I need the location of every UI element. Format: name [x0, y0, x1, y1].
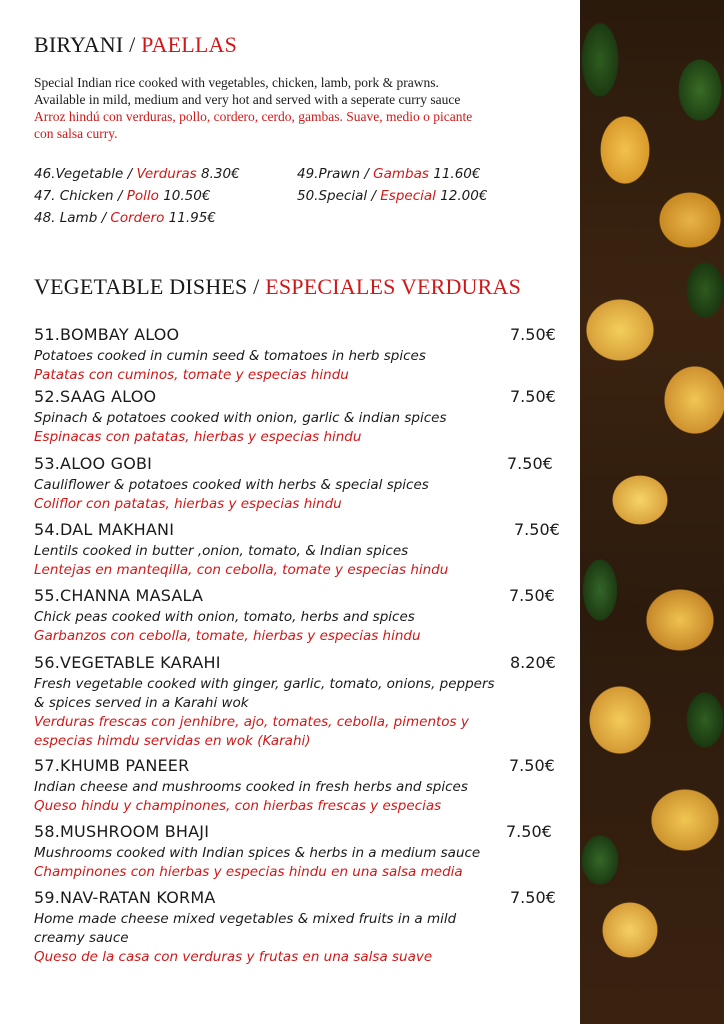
dish-description-en: Mushrooms cooked with Indian spices & herbs in a medium sauce	[34, 845, 481, 861]
biryani-title-en: BIRYANI	[34, 32, 124, 57]
dish-price: 7.50€	[510, 888, 556, 907]
dish-name: 51.BOMBAY ALOO	[34, 325, 180, 344]
dish-description-es: especias himdu servidas en wok (Karahi)	[34, 733, 311, 749]
dish-description-en: Spinach & potatoes cooked with onion, garlic & indian spices	[34, 410, 447, 426]
dish-description-en: Potatoes cooked in cumin seed & tomatoes in herb spices	[34, 348, 426, 364]
dish-price: 7.50€	[509, 756, 555, 775]
biryani-title	[34, 32, 237, 58]
dish-price: 7.50€	[509, 586, 555, 605]
biryani-title-es: PAELLAS	[141, 32, 238, 57]
biryani-desc-en-1: Special Indian rice cooked with vegetables, chicken, lamb, pork & prawns.	[34, 75, 439, 90]
biryani-description	[34, 74, 574, 142]
dish-description-es: Coliflor con patatas, hierbas y especias hindu	[34, 496, 342, 512]
dish-item	[34, 454, 559, 514]
dish-name: 55.CHANNA MASALA	[34, 586, 204, 605]
dish-description-en: Cauliflower & potatoes cooked with herbs & special spices	[34, 477, 429, 493]
dish-name: 58.MUSHROOM BHAJI	[34, 822, 210, 841]
dish-description-es: Garbanzos con cebolla, tomate, hierbas y especias hindu	[34, 628, 421, 644]
biryani-desc-es-1: Arroz hindú con verduras, pollo, cordero, cerdo, gambas. Suave, medio o picante	[34, 109, 473, 124]
dish-description-es: Verduras frescas con jenhibre, ajo, tomates, cebolla, pimentos y	[34, 714, 469, 730]
dish-description-en: Chick peas cooked with onion, tomato, herbs and spices	[34, 609, 415, 625]
dish-header	[34, 325, 559, 347]
biryani-title-sep: /	[123, 32, 142, 57]
dish-header	[34, 586, 559, 608]
biryani-item-special: 50.Special / Especial 12.00€	[297, 188, 488, 204]
dish-item	[34, 888, 559, 967]
dish-price: 7.50€	[510, 387, 556, 406]
dish-item	[34, 653, 559, 751]
dish-description-es: Queso hindu y champinones, con hierbas frescas y especias	[34, 798, 442, 814]
dish-name: 53.ALOO GOBI	[34, 454, 153, 473]
dish-item	[34, 520, 559, 580]
dish-header	[34, 822, 559, 844]
dish-item	[34, 586, 559, 646]
biryani-item-prawn: 49.Prawn / Gambas 11.60€	[297, 166, 481, 182]
food-photo-icon	[580, 0, 724, 1024]
dish-price: 7.50€	[510, 325, 556, 344]
vegetable-title-es: ESPECIALES VERDURAS	[259, 274, 522, 299]
biryani-desc-es-2: con salsa curry.	[34, 126, 118, 141]
dish-description-es: Queso de la casa con verduras y frutas en una salsa suave	[34, 949, 433, 965]
dish-description-en: Home made cheese mixed vegetables & mixed fruits in a mild	[34, 911, 457, 927]
dish-header	[34, 888, 559, 910]
biryani-price-col-2	[297, 163, 487, 207]
biryani-desc-en-2: Available in mild, medium and very hot and served with a seperate curry sauce	[34, 92, 461, 107]
dish-name: 52.SAAG ALOO	[34, 387, 157, 406]
dish-header	[34, 387, 559, 409]
biryani-item-lamb: 48. Lamb / Cordero 11.95€	[34, 210, 216, 226]
dish-description-en: Fresh vegetable cooked with ginger, garlic, tomato, onions, peppers	[34, 676, 495, 692]
dish-description-es: Champinones con hierbas y especias hindu en una salsa media	[34, 864, 463, 880]
vegetable-title	[34, 274, 521, 300]
dish-description-en: Indian cheese and mushrooms cooked in fresh herbs and spices	[34, 779, 468, 795]
dish-description-es: Espinacas con patatas, hierbas y especias hindu	[34, 429, 362, 445]
dish-description-en: & spices served in a Karahi wok	[34, 695, 249, 711]
dish-price: 7.50€	[506, 822, 552, 841]
dish-name: 54.DAL MAKHANI	[34, 520, 175, 539]
dish-name: 57.KHUMB PANEER	[34, 756, 190, 775]
biryani-item-vegetable: 46.Vegetable / Verduras 8.30€	[34, 166, 240, 182]
dish-header	[34, 454, 559, 476]
dish-price: 7.50€	[514, 520, 560, 539]
dish-item	[34, 387, 559, 447]
dish-header	[34, 520, 559, 542]
dish-name: 56.VEGETABLE KARAHI	[34, 653, 221, 672]
dish-item	[34, 325, 559, 385]
dish-description-es: Lentejas en manteqilla, con cebolla, tomate y especias hindu	[34, 562, 449, 578]
dish-item	[34, 822, 559, 882]
dish-description-es: Patatas con cuminos, tomate y especias hindu	[34, 367, 349, 383]
dish-name: 59.NAV-RATAN KORMA	[34, 888, 216, 907]
biryani-price-col-1	[34, 163, 240, 229]
dish-description-en: creamy sauce	[34, 930, 129, 946]
dish-description-en: Lentils cooked in butter ,onion, tomato, & Indian spices	[34, 543, 409, 559]
dish-item	[34, 756, 559, 816]
biryani-item-chicken: 47. Chicken / Pollo 10.50€	[34, 188, 211, 204]
dish-price: 7.50€	[507, 454, 553, 473]
dish-price: 8.20€	[510, 653, 556, 672]
dish-header	[34, 653, 559, 675]
dish-header	[34, 756, 559, 778]
vegetable-title-en: VEGETABLE DISHES /	[34, 274, 260, 299]
